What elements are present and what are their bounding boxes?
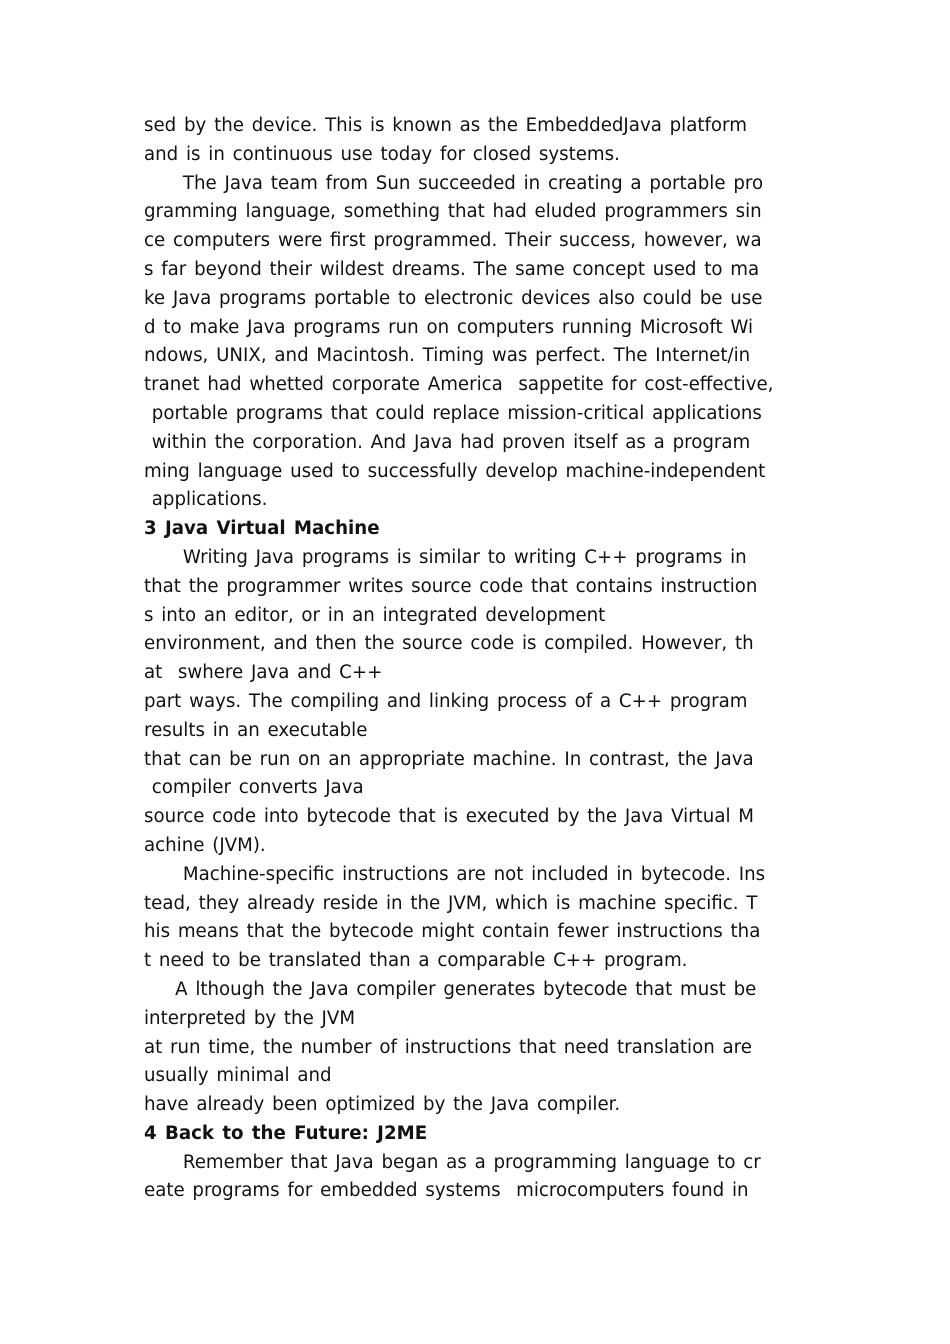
text-line: usually minimal and: [144, 1065, 332, 1087]
text-line: gramming language, something that had eluded programmers sin: [144, 201, 762, 223]
text-line: environment, and then the source code is compiled. However, th: [144, 633, 754, 655]
text-line: part ways. The compiling and linking process of a C++ program: [144, 690, 748, 712]
text-line: Machine-specific instructions are not included in bytecode. Ins: [144, 863, 766, 885]
text-line: his means that the bytecode might contain fewer instructions tha: [144, 921, 761, 943]
text-line: that the programmer writes source code that contains instruction: [144, 575, 758, 597]
text-line: eate programs for embedded systems microcomputers found in: [144, 1180, 749, 1202]
section-heading-jvm: 3 Java Virtual Machine: [144, 518, 380, 540]
text-line: Writing Java programs is similar to writing C++ programs in: [144, 546, 747, 568]
text-line: t need to be translated than a comparable C++ program.: [144, 950, 688, 972]
text-line: A lthough the Java compiler generates bytecode that must be: [144, 978, 757, 1000]
text-line: ke Java programs portable to electronic devices also could be use: [144, 287, 763, 309]
text-line: ce computers were first programmed. Their success, however, wa: [144, 230, 762, 252]
text-line: that can be run on an appropriate machine. In contrast, the Java: [144, 748, 754, 770]
text-line: and is in continuous use today for closed systems.: [144, 143, 620, 165]
text-line: source code into bytecode that is executed by the Java Virtual M: [144, 806, 754, 828]
text-line: tranet had whetted corporate America sappetite for cost-effective,: [144, 374, 774, 396]
section-heading-j2me: 4 Back to the Future: J2ME: [144, 1122, 428, 1144]
text-line: at swhere Java and C++: [144, 662, 383, 684]
text-line: within the corporation. And Java had proven itself as a program: [144, 431, 751, 453]
text-line: ndows, UNIX, and Macintosh. Timing was perfect. The Internet/in: [144, 345, 751, 367]
text-line: results in an executable: [144, 719, 368, 741]
text-line: applications.: [144, 489, 268, 511]
document-page: [144, 112, 824, 1206]
text-line: sed by the device. This is known as the EmbeddedJava platform: [144, 115, 747, 136]
text-line: s into an editor, or in an integrated development: [144, 604, 606, 626]
text-line: compiler converts Java: [144, 777, 364, 799]
text-line: Remember that Java began as a programming language to cr: [144, 1151, 761, 1173]
text-line: portable programs that could replace mission-critical applications: [144, 402, 762, 424]
text-line: d to make Java programs run on computers running Microsoft Wi: [144, 316, 754, 338]
text-line: interpreted by the JVM: [144, 1007, 356, 1029]
text-line: tead, they already reside in the JVM, which is machine specific. T: [144, 892, 758, 914]
text-line: ming language used to successfully develop machine-independent: [144, 460, 766, 482]
text-line: The Java team from Sun succeeded in creating a portable pro: [144, 172, 764, 194]
text-line: s far beyond their wildest dreams. The same concept used to ma: [144, 258, 760, 280]
text-line: have already been optimized by the Java compiler.: [144, 1094, 621, 1116]
text-line: achine (JVM).: [144, 834, 266, 856]
text-line: at run time, the number of instructions that need translation are: [144, 1036, 752, 1058]
